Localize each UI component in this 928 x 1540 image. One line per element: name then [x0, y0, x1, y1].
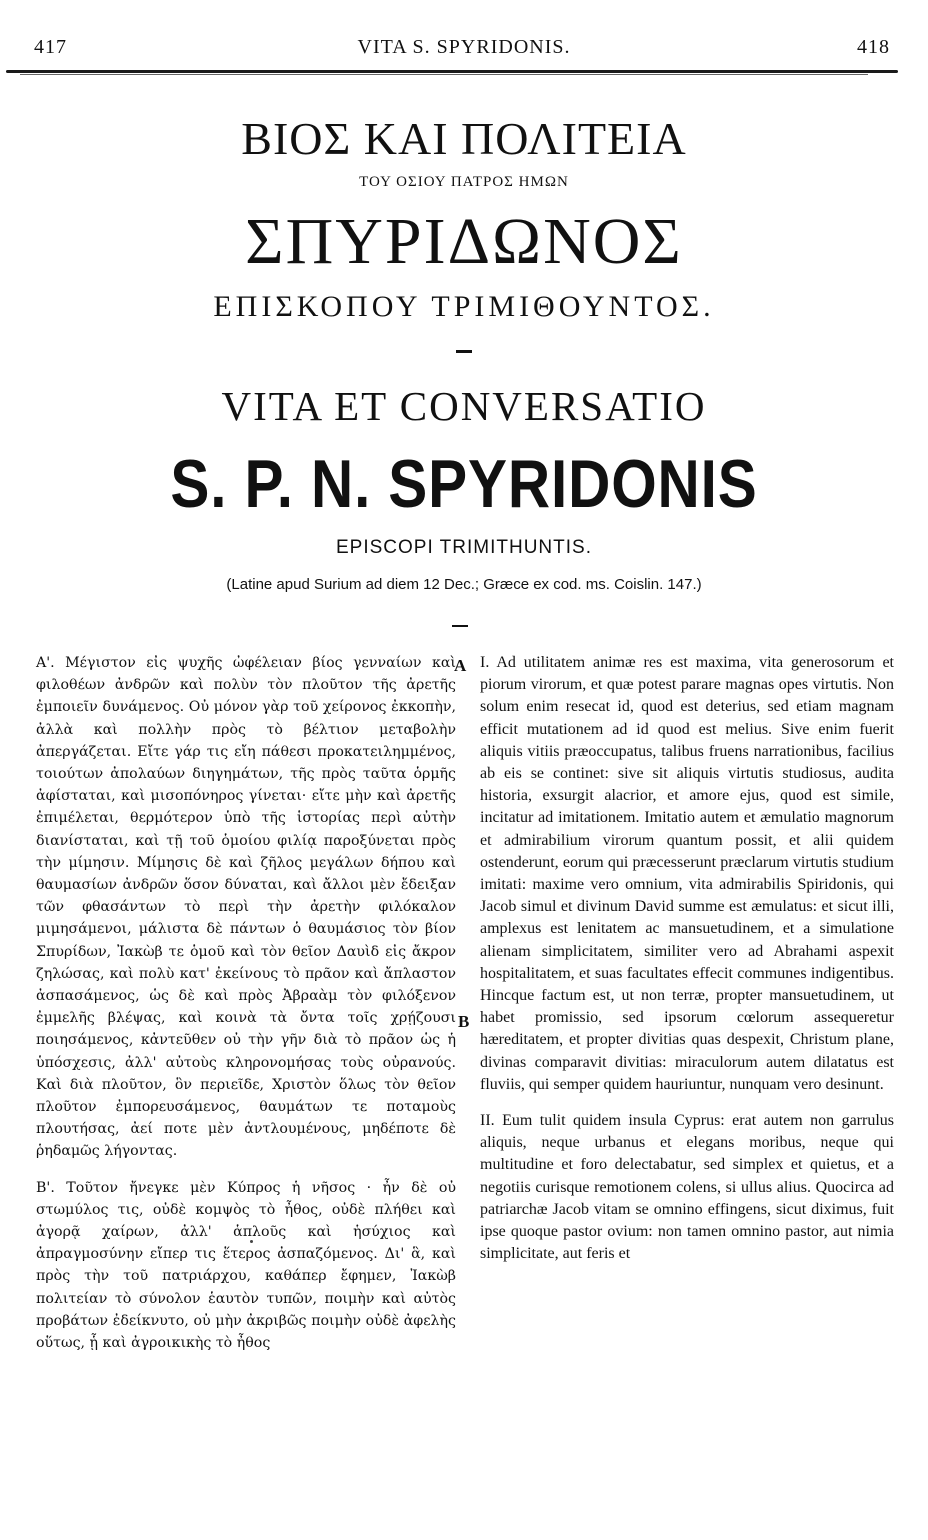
- greek-title: ΒΙΟΣ ΚΑΙ ΠΟΛΙΤΕΙΑ: [241, 113, 687, 164]
- latin-paragraph-1: I. Ad utilitatem animæ res est maxima, vita generosorum et piorum virorum, et quæ potest parare magnas opes virtutis. Non solum enim resecat id, quod est deterius, sed etiam magnam efficit mutationem ad id quod est melius. Sive enim fuerit aliquis vitiis præoccupatus, talibus fruens narrationibus, facilius ab eis se continet: sive sit aliquis virtutis studiosus, audita historia, exsurgit alacrior, et amore ejus, quod est simile, incitatur ad imitationem. Imitatio autem et æmulatio magnorum et admirabilium virorum quantum possit, et alii quidem ostenderunt, eorum qui præcesserunt præclarum virtutis studium imitati: maxime vero omnium, vita admirabilis Spiridonis, qui Jacob simul et divinum David summe est æmulatus: et sicut illi, amplexus est lenitatem ac mansuetudinem, et a simulatione alienam simplicitatem, similiter vero ad Abrahami aspexit hospitalitatem, et suas facultates effecit communes indigentibus. Hincque factum est, ut non terræ, propter mansuetudinem, ut habet promissio, sed ipsorum cœlorum assequeretur hæreditatem, et propter divitias quas despexit, Christum plane, divinas comparavit divitias: miraculorum autem dilatatus est fluviis, qui semper quidem hauriuntur, nunquam vero desinunt.: [480, 654, 894, 1093]
- source-note: (Latine apud Surium ad diem 12 Dec.; Græce ex cod. ms. Coislin. 147.): [226, 576, 702, 593]
- section-divider: [452, 625, 468, 627]
- ink-speck: [250, 1240, 253, 1243]
- latin-title: VITA ET CONVERSATIO: [221, 383, 707, 429]
- title-divider: [456, 350, 472, 353]
- page-number-right: 418: [857, 36, 890, 58]
- header-rule-thin: [20, 74, 868, 75]
- latin-name: S. P. N. SPYRIDONIS: [170, 446, 758, 522]
- latin-office: EPISCOPI TRIMITHUNTIS.: [335, 537, 592, 558]
- running-head: [28, 36, 900, 66]
- latin-paragraph-2: II. Eum tulit quidem insula Cyprus: erat autem non garrulus aliquis, neque urbanus et elegans moribus, neque qui multitudine et foro delectabatur, sed simplex et quietus, et a negotiis curisque remotionem colens, si ullus alius. Quocirca ad patriarchæ Jacob vitam se omnino effingens, sicut diximus, fuit ipse quoque pastor ovium: non tamen omnino pastor, aut nimia simplicitate, aut feris et: [480, 1112, 894, 1263]
- margin-letter-a: A: [454, 656, 467, 675]
- running-title: VITA S. SPYRIDONIS.: [357, 36, 571, 58]
- greek-column: [36, 652, 456, 1354]
- greek-subtitle: ΤΟΥ ΟΣΙΟΥ ΠΑΤΡΟΣ ΗΜΩΝ: [359, 174, 569, 190]
- greek-name: ΣΠΥΡΙΔΩΝΟΣ: [245, 205, 683, 278]
- page-number-left: 417: [34, 36, 67, 58]
- margin-letter-b: B: [458, 1012, 470, 1031]
- greek-office: ΕΠΙΣΚΟΠΟΥ ΤΡΙΜΙΘΟΥΝΤΟΣ.: [213, 290, 715, 323]
- greek-paragraph-1: Α'. Μέγιστον εἰς ψυχῆς ὠφέλειαν βίος γενναίων καὶ φιλοθέων ἀνδρῶν καὶ πολὺν τὸν πλοῦτον τῆς ἀρετῆς ἐμποιεῖν δυνάμενος. Οὐ μόνον γὰρ τοῦ χείρονος ἐκκοπὴν, ἀλλὰ καὶ πολλὴν πρὸς τὸ βέλτιον μεταβολὴν ἀπεργάζεται. Εἴτε γάρ τις εἴη πάθεσι προκατειλημμένος, τοιούτων ἀπολαύων διηγημάτων, τῆς πρὸς ταῦτα ὁρμῆς ἀφίσταται, καὶ μισοπόνηρος γίνεται· εἴτε μὴν καὶ ἀρετῆς ἐπιμέλεται, θερμότερον ὑπὸ τῆς ἱστορίας περὶ αὐτὴν διανίσταται, καὶ τῇ τοῦ ὁμοίου φιλίᾳ παροξύνεται πρὸς τὴν μίμησιν. Μίμησις δὲ καὶ ζῆλος μεγάλων δήπου καὶ θαυμασίων ἀνδρῶν ὅσον δύναται, καὶ ἄλλοι μὲν ἔδειξαν τῶν φθασάντων τὸ περὶ τὴν ἀρετὴν φιλόκαλον μιμησάμενοι, μάλιστα δὲ πάντων ὁ θαυμάσιος τὸν βίον Σπυρίδων, Ἰακὼβ τε ὁμοῦ καὶ τὸν θεῖον Δαυὶδ εἰς ἄκρον ζηλώσας, καὶ πολὺ κατ' ἐκείνους τὸ πρᾶον καὶ ἄπλαστον ἀσπασάμενος, ὡς δὲ καὶ πρὸς Ἀβραὰμ τὸν φιλόξενον ἐμμελῆς βλέψας, καὶ κοινὰ τὰ ὄντα τοῖς χρῄζουσι ποιησάμενος, κἀντεῦθεν οὐ τὴν γῆν διὰ τὸ πρᾶον ὡς ἡ ὑπόσχεσις, ἀλλ' αὐτοὺς κληρονομήσας τοὺς οὐρανούς. Καὶ διὰ πλοῦτον, ὃν περιεῖδε, Χριστὸν ὅλως τὸν θεῖον πλοῦτον ἐμπορευσάμενος, θαυμάτων τε ποταμοὺς πλουτήσας, ἀεί ποτε μὲν ἀντλουμένους, μηδέποτε δὲ ῥηδαμῶς λήγοντας.: [36, 655, 456, 1160]
- greek-paragraph-2: Β'. Τοῦτον ἤνεγκε μὲν Κύπρος ἡ νῆσος · ἦν δὲ οὐ στωμύλος τις, οὐδὲ κομψὸς τὸ ἦθος, οὐδὲ πλήθει καὶ ἀγορᾷ χαίρων, ἀλλ' ἁπλοῦς καὶ ἡσύχιος καὶ ἀπραγμοσύνην εἴπερ τις ἕτερος ἀσπαζόμενος. Δι' ἃ, καὶ πρὸς τὴν τοῦ πατριάρχου, καθάπερ ἔφημεν, Ἰακὼβ πολιτείαν τὸ σύνολον ἑαυτὸν τυπῶν, ποιμὴν καὶ αὐτὸς προβάτων ἐδείκνυτο, οὐ μὴν ἀκριβῶς ποιμὴν οὐδὲ ἀφελὴς οὕτως, ᾗ καὶ ἀγροικικὴς τὸ ἦθος: [36, 1179, 456, 1352]
- header-rule: [6, 70, 898, 73]
- latin-column: [480, 652, 894, 1265]
